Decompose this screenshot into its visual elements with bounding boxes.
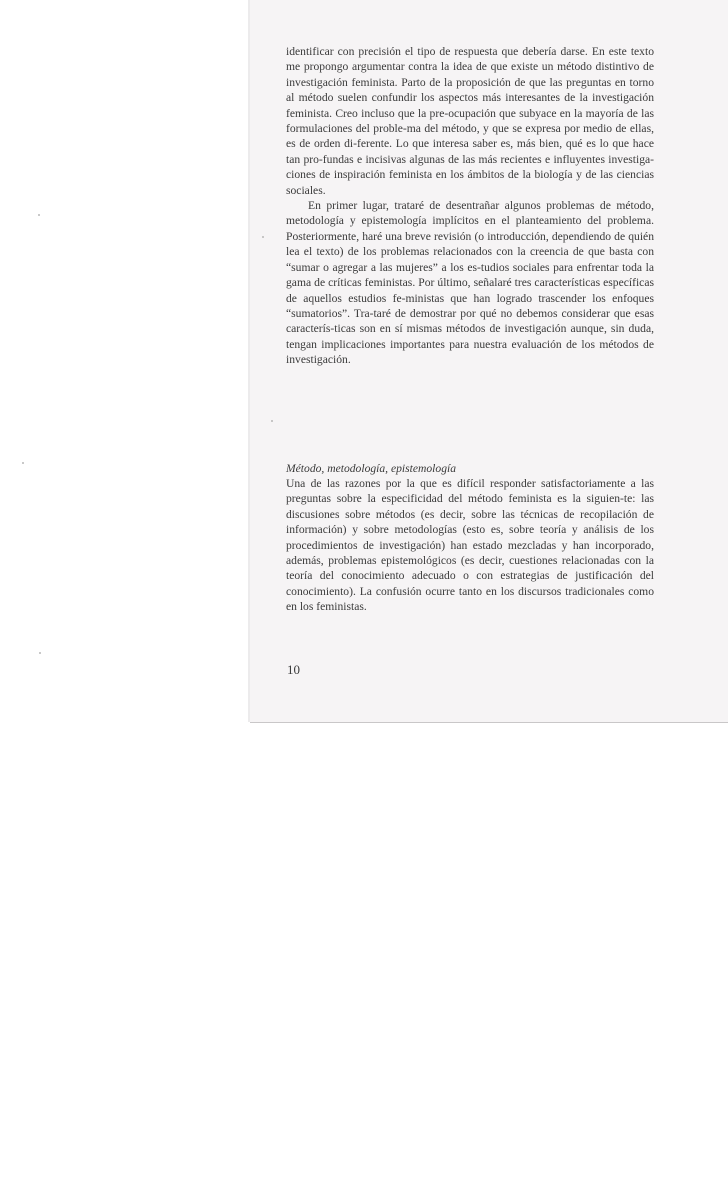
- section-paragraph: Una de las razones por la que es difícil responder satisfactoriamente a las preguntas sobre la especificidad del método feminista es la siguien-te: las discusiones sobre métodos (es decir, sobre las técnicas de recopilación de información) y sobre metodologías (esto es, sobre teoría y análisis de los procedimientos de investigación) han estado mezcladas y han incorporado, además, problemas epistemológicos (es decir, cuestiones relacionadas con la teoría del conocimiento adecuado o con estrategias de justificación del conocimiento). La confusión ocurre tanto en los discursos tradicionales como en los feministas.: [286, 477, 654, 614]
- paragraph-1: identificar con precisión el tipo de respuesta que debería darse. En este texto me propongo argumentar contra la idea de que existe un método distintivo de investigación feminista. Parto de la proposición de que las preguntas en torno al método suelen confundir los aspectos más interesantes de la investigación feminista. Creo incluso que la pre-ocupación que subyace en la mayoría de las formulaciones del proble-ma del método, y que se expresa por medio de ellas, es de orden di-ferente. Lo que interesa saber es, más bien, qué es lo que hace tan pro-fundas e incisivas algunas de las más recientes e influyentes investiga-ciones de inspiración feminista en los ámbitos de la biología y de las ciencias sociales.: [286, 45, 654, 197]
- scan-speck: [38, 214, 40, 216]
- section-body-text: [286, 476, 654, 615]
- page-number: 10: [287, 662, 300, 677]
- scan-speck: [39, 652, 41, 654]
- paragraph-2: En primer lugar, trataré de desentrañar algunos problemas de método, metodología y epistemología implícitos en el planteamiento del problema. Posteriormente, haré una breve revisión (o introducción, dependiendo de quién lea el texto) de los problemas relacionados con la creencia de que basta con “sumar o agregar a las mujeres” a los es-tudios sociales para enfrentar toda la gama de críticas feministas. Por último, señalaré tres características específicas de aquellos estudios fe-ministas que han logrado trascender los enfoques “sumatorios”. Tra-taré de demostrar por qué no debemos considerar que esas caracterís-ticas son en sí mismas métodos de investigación aunque, sin duda, tengan implicaciones importantes para nuestra evaluación de los métodos de investigación.: [286, 199, 654, 367]
- body-text: [286, 44, 654, 368]
- scan-speck: [22, 462, 24, 464]
- section-heading: Método, metodología, epistemología: [286, 462, 457, 475]
- scan-speck: [262, 236, 264, 238]
- scan-speck: [271, 420, 273, 422]
